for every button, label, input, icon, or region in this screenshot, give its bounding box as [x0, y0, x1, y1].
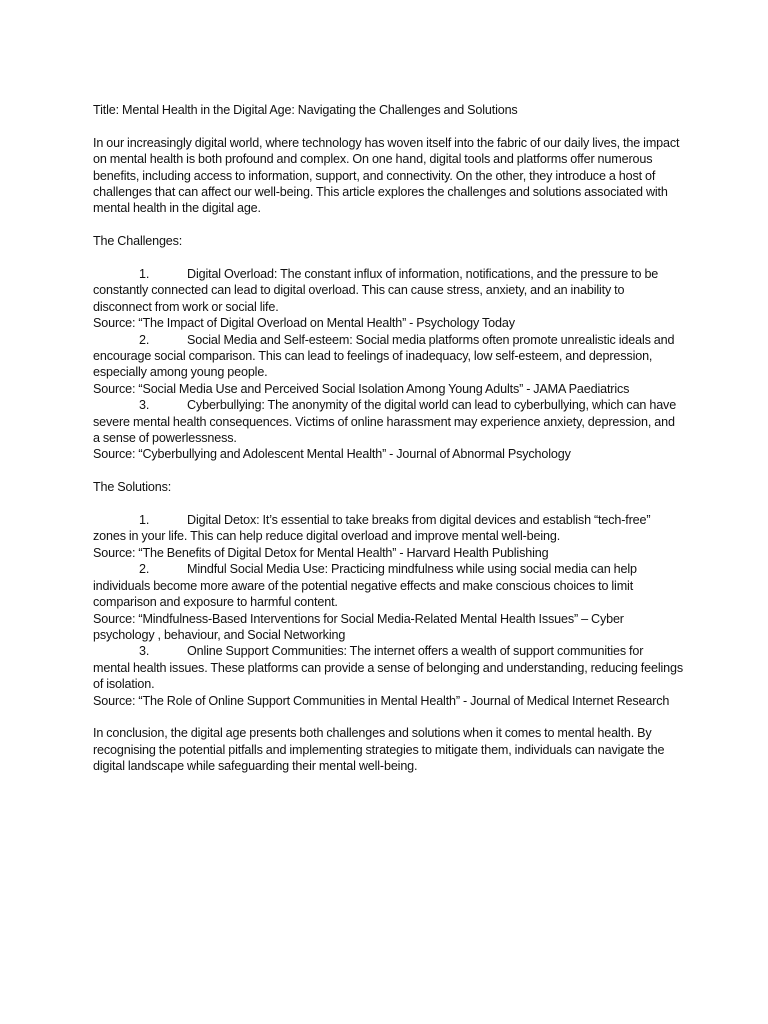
item-number: 1. [139, 267, 150, 282]
spacer [93, 250, 683, 266]
intro-paragraph: In our increasingly digital world, where technology has woven itself into the fabric of our daily lives, the impact on mental health is both profound and complex. On one hand, digital tools and platforms offer numerous benefits, including access to information, support, and connectivity. On the other, they introduce a host of challenges that can affect our well-being. This article explores the challenges and solutions associated with mental health in the digital age. [93, 135, 680, 216]
solution-item-3 [93, 643, 683, 692]
challenge-source-1: Source: “The Impact of Digital Overload on Mental Health” - Psychology Today [93, 316, 515, 331]
spacer [93, 118, 683, 134]
item-number: 2. [139, 332, 150, 347]
item-number: 3. [139, 644, 150, 659]
spacer [93, 217, 683, 233]
challenge-item-3 [93, 397, 683, 446]
solution-item-2 [93, 561, 683, 610]
item-text: Online Support Communities: The internet offers a wealth of support communities for mental health issues. These platforms can provide a sense of belonging and understanding, reducing feelings of isolation. [93, 644, 684, 692]
solution-source-1: Source: “The Benefits of Digital Detox for Mental Health” - Harvard Health Publishing [93, 545, 549, 560]
challenges-heading: The Challenges: [93, 234, 183, 249]
item-text: Digital Overload: The constant influx of information, notifications, and the pressure to be constantly connected can lead to digital overload. This can cause stress, anxiety, and an inability to disconnect from work or social life. [93, 267, 659, 314]
spacer [93, 496, 683, 512]
spacer [93, 709, 683, 725]
conclusion-paragraph: In conclusion, the digital age presents both challenges and solutions when it comes to mental health. By recognising the potential pitfalls and implementing strategies to mitigate them, individuals can navigate the digital landscape while safeguarding their mental well-being. [93, 726, 665, 774]
document-title: Title: Mental Health in the Digital Age: Navigating the Challenges and Solutions [93, 103, 518, 117]
item-text: Digital Detox: It’s essential to take breaks from digital devices and establish “tech-free” zones in your life. This can help reduce digital overload and improve mental well-being. [93, 513, 651, 544]
solution-item-1 [93, 512, 683, 545]
spacer [93, 463, 683, 479]
item-number: 2. [139, 562, 150, 577]
challenge-source-2: Source: “Social Media Use and Perceived Social Isolation Among Young Adults” - JAMA Paediatrics [93, 381, 630, 396]
item-text: Cyberbullying: The anonymity of the digital world can lead to cyberbullying, which can have severe mental health consequences. Victims of online harassment may experience anxiety, depression, and a sense of powerlessness. [93, 398, 677, 446]
item-text: Social Media and Self-esteem: Social media platforms often promote unrealistic ideals and encourage social comparison. This can lead to feelings of inadequacy, low self-esteem, and depression, especially among young people. [93, 332, 675, 380]
solution-source-2: Source: “Mindfulness-Based Interventions for Social Media-Related Mental Health Issues” – Cyber psychology , behaviour, and Social Networking [93, 611, 624, 642]
challenge-source-3: Source: “Cyberbullying and Adolescent Mental Health” - Journal of Abnormal Psychology [93, 447, 571, 462]
item-number: 1. [139, 513, 150, 528]
item-text: Mindful Social Media Use: Practicing mindfulness while using social media can help individuals become more aware of the potential negative effects and make conscious choices to limit comparison and exposure to harmful content. [93, 562, 637, 610]
challenge-item-1 [93, 266, 683, 315]
challenge-item-2 [93, 332, 683, 381]
solutions-heading: The Solutions: [93, 480, 172, 495]
item-number: 3. [139, 398, 150, 413]
document-page [93, 102, 683, 775]
solution-source-3: Source: “The Role of Online Support Communities in Mental Health” - Journal of Medical Internet Research [93, 693, 670, 708]
